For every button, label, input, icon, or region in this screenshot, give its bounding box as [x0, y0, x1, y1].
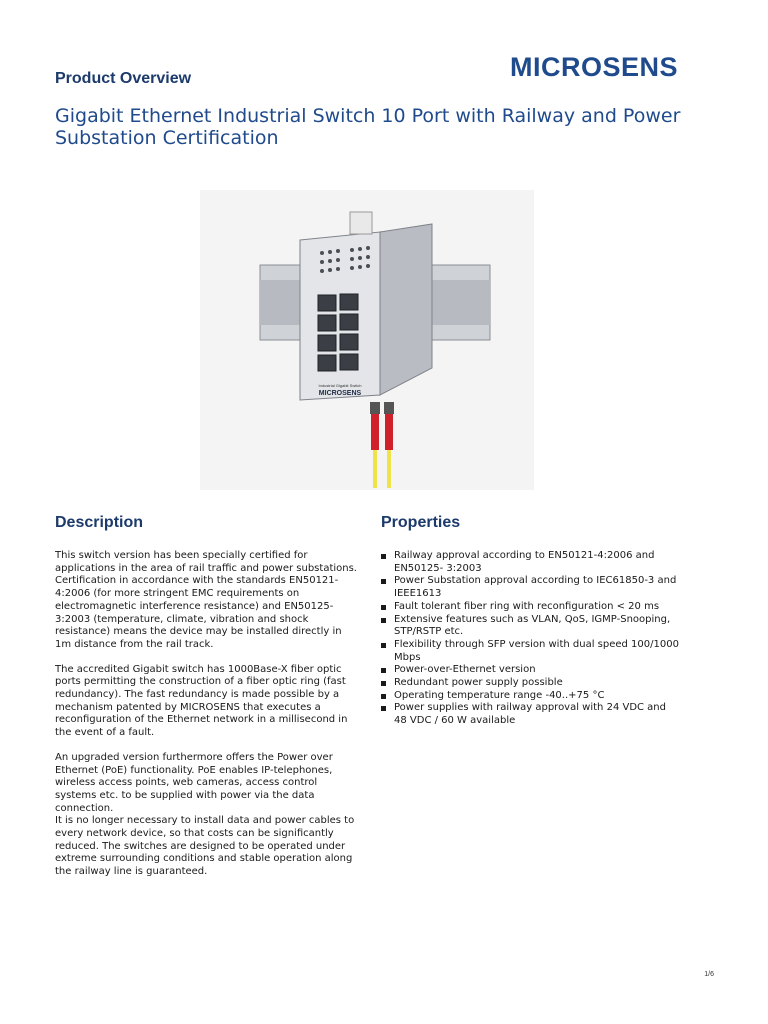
bullet-icon: [381, 668, 386, 673]
bullet-icon: [381, 618, 386, 623]
fiber-connector-right: [384, 402, 394, 414]
list-item: [381, 664, 681, 677]
description-paragraph: This switch version has been specially certified for applications in the area of rail traffic and power substations. Certification in accordance with the standards EN50121-4:2006 (for more stringent EMC requirements on electromagnetic interference resistance) and EN50125-3:2003 (temperature, climate, vibration and shock resistance) means the device may be installed directly in 1m distance from the rail track.: [55, 550, 357, 650]
fiber-connector-left: [370, 402, 380, 414]
fiber-cable-left: [373, 450, 377, 488]
property-text: Extensive features such as VLAN, QoS, IGMP-Snooping, STP/RSTP etc.: [394, 613, 671, 638]
fiber-cable-right: [387, 450, 391, 488]
property-text: Power-over-Ethernet version: [394, 664, 536, 676]
model-label: Industrial Gigabit Switch: [318, 383, 362, 388]
list-item: [381, 550, 681, 575]
bullet-icon: [381, 554, 386, 559]
properties-heading: Properties: [381, 514, 461, 531]
list-item: [381, 601, 681, 614]
bullet-icon: [381, 706, 386, 711]
properties-list: [381, 550, 681, 728]
property-text: Railway approval according to EN50121-4:2006 and EN50125- 3:2003: [394, 550, 655, 574]
switch-illustration: [200, 190, 534, 490]
list-item: [381, 639, 681, 664]
fiber-boot-left: [371, 414, 379, 450]
section-label: Product Overview: [55, 70, 192, 87]
list-item: [381, 575, 681, 600]
bullet-icon: [381, 605, 386, 610]
page-title: Gigabit Ethernet Industrial Switch 10 Port with Railway and Power Substation Certification: [55, 105, 681, 149]
property-text: Power supplies with railway approval with 24 VDC and 48 VDC / 60 W available: [394, 702, 666, 727]
description-heading: Description: [55, 514, 144, 531]
property-text: Fault tolerant fiber ring with reconfiguration < 20 ms: [394, 600, 660, 612]
list-item: [381, 702, 681, 727]
list-item: [381, 690, 681, 703]
property-text: Redundant power supply possible: [394, 677, 563, 689]
switch-side-panel: [380, 224, 432, 395]
brand-logo: MICROSENS: [509, 52, 678, 82]
property-text: Operating temperature range -40..+75 °C: [394, 689, 605, 701]
list-item: [381, 614, 681, 639]
bullet-icon: [381, 643, 386, 648]
list-item: [381, 677, 681, 690]
property-text: Flexibility through SFP version with dual speed 100/1000 Mbps: [394, 638, 679, 663]
power-connector: [350, 212, 372, 234]
bullet-icon: [381, 579, 386, 584]
bullet-icon: [381, 694, 386, 699]
description-body: [55, 550, 360, 891]
fiber-boot-right: [385, 414, 393, 450]
product-photo: [200, 190, 534, 490]
device-brand-label: MICROSENS: [318, 390, 362, 397]
description-paragraph: An upgraded version furthermore offers the Power over Ethernet (PoE) functionality. PoE enables IP-telephones, wireless access points, web cameras, access control systems etc. to be supplied with power via the data connection.: [55, 751, 333, 814]
description-paragraph: It is no longer necessary to install data and power cables to every network device, so that costs can be significantly reduced. The switches are designed to be operated under extreme surrounding conditions and stable operation along the railway line is guaranteed.: [55, 815, 355, 878]
description-paragraph: The accredited Gigabit switch has 1000Base-X fiber optic ports permitting the construction of a fiber optic ring (fast redundancy). The fast redundancy is made possible by a mechanism patented by MICROSENS that executes a reconfiguration of the Ethernet network in a millisecond in the event of a fault.: [55, 663, 348, 739]
property-text: Power Substation approval according to IEC61850-3 and IEEE1613: [394, 575, 677, 600]
bullet-icon: [381, 681, 386, 686]
page-number: 1/6: [704, 971, 714, 978]
